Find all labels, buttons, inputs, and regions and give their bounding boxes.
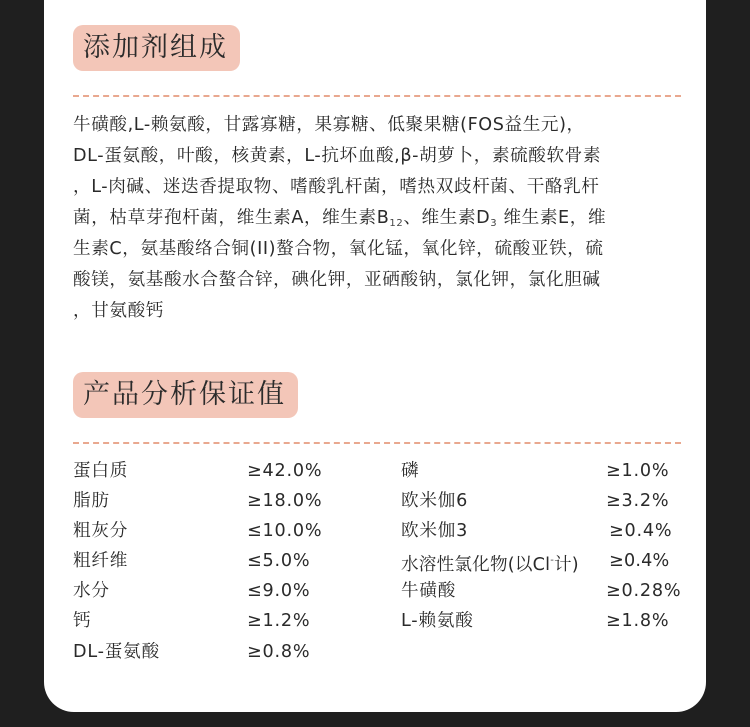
additives-line: 生素C，氨基酸络合铜(II)螯合物，氧化锰，氧化锌，硫酸亚铁，硫 [73,239,604,259]
additives-line: 酸镁，氨基酸水合螯合锌，碘化钾，亚硒酸钠，氯化钾，氯化胆碱 [73,270,601,290]
additives-line: ，L-肉碱、迷迭香提取物、嗜酸乳杆菌，嗜热双歧杆菌、干酪乳杆 [73,177,600,197]
analysis-item-name: 磷 [401,461,420,481]
additives-line: 牛磺酸,L-赖氨酸，甘露寡糖，果寡糖、低聚果糖(FOS益生元)， [73,115,585,135]
analysis-item-value: ≤10.0% [247,521,323,541]
content-card [44,0,706,712]
analysis-item-name: DL-蛋氨酸 [73,642,160,662]
analysis-item-name: L-赖氨酸 [401,611,474,631]
analysis-item-value: ≥1.2% [247,611,311,631]
analysis-item-name: 水分 [73,581,110,601]
analysis-item-name: 钙 [73,611,92,631]
additives-divider [73,95,681,97]
analysis-item-value: ≥42.0% [247,461,323,481]
analysis-item-value: ≤9.0% [247,581,311,601]
analysis-item-name: 蛋白质 [73,461,129,481]
analysis-divider [73,442,681,444]
superscript-minus: - [550,555,555,566]
analysis-item-value: ≥1.8% [606,611,670,631]
subscript-3: 3 [490,218,498,229]
analysis-item-name: 欧米伽3 [401,521,469,541]
additives-text: 维生素E，维 [497,208,607,228]
analysis-item-name: 欧米伽6 [401,491,469,511]
additives-line [73,203,685,234]
analysis-item-name: 粗纤维 [73,551,129,571]
analysis-item-name [401,549,579,577]
analysis-item-value: ≥0.4% [609,551,670,571]
analysis-item-value: ≥3.2% [606,491,670,511]
subscript-12: 12 [389,218,404,229]
analysis-item-name: 粗灰分 [73,521,129,541]
analysis-item-value: ≥1.0% [606,461,670,481]
analysis-item-value: ≥0.4% [609,521,673,541]
analysis-item-name: 牛磺酸 [401,581,457,601]
additives-list [73,110,685,327]
analysis-item-name-part: 水溶性氯化物(以Cl [401,555,551,575]
analysis-item-name: 脂肪 [73,491,110,511]
analysis-item-value: ≥0.8% [247,642,311,662]
additives-line: DL-蛋氨酸，叶酸，核黄素，L-抗坏血酸,β-胡萝卜，素硫酸软骨素 [73,146,602,166]
additives-line: ，甘氨酸钙 [73,301,164,321]
additives-section-title: 添加剂组成 [73,25,240,71]
analysis-item-value: ≥0.28% [606,581,682,601]
additives-text: 菌，枯草芽孢杆菌，维生素A，维生素B [73,208,390,228]
analysis-section-title: 产品分析保证值 [73,372,298,418]
analysis-item-value: ≤5.0% [247,551,311,571]
analysis-item-value: ≥18.0% [247,491,323,511]
analysis-item-name-part: 计) [554,555,579,575]
additives-text: 、维生素D [403,208,491,228]
